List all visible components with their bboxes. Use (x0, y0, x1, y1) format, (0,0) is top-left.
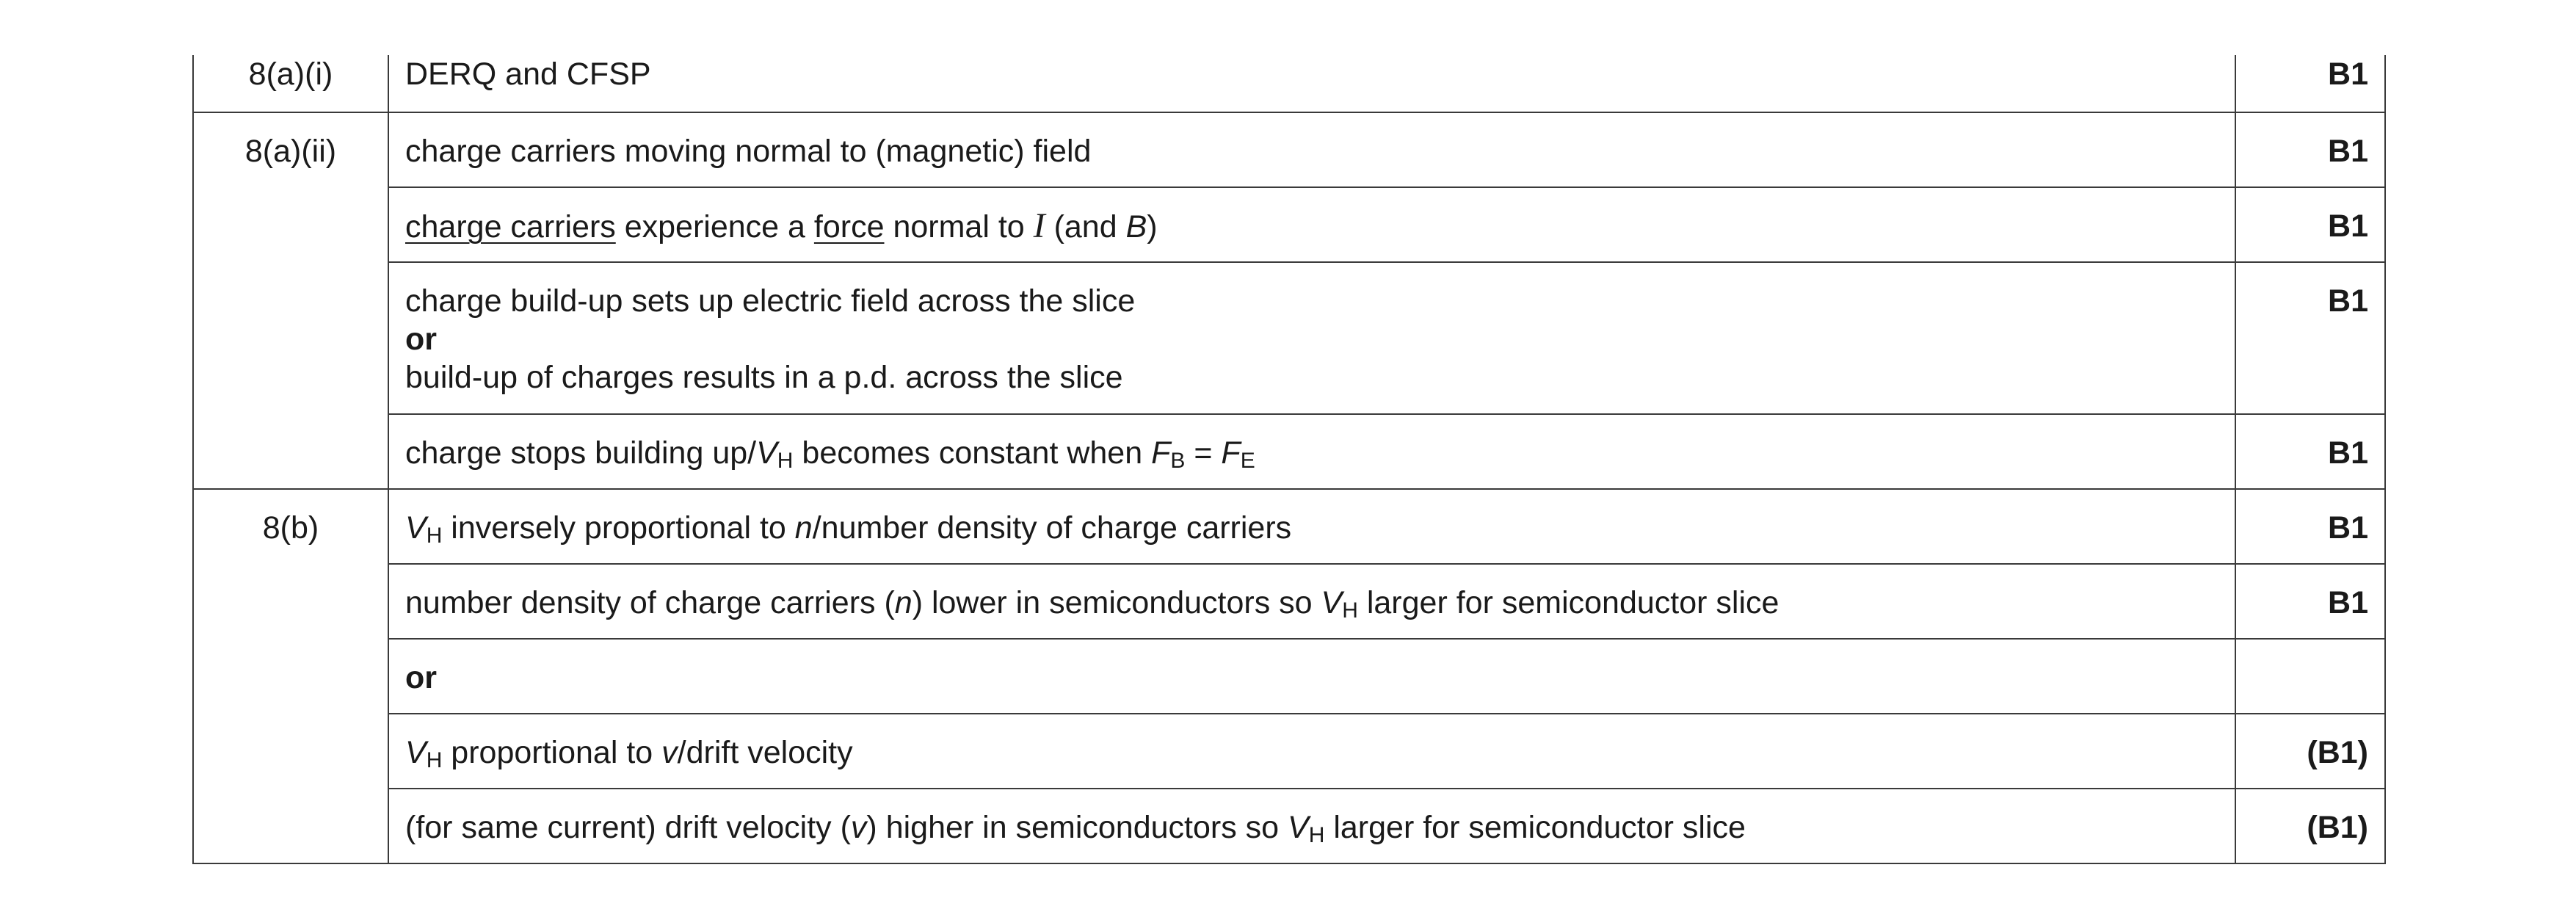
answer-cell (388, 112, 2235, 187)
answer-fragment: ) lower in semiconductors so (912, 585, 1321, 620)
question-number-cell (193, 55, 388, 112)
answer-cell (388, 639, 2235, 714)
question-number: 8(a)(ii) (244, 134, 337, 169)
answer-fragment: ) (1147, 209, 1158, 245)
answer-fragment: charge stops building up/ (405, 435, 757, 471)
number-density-symbol: n (894, 585, 913, 620)
table-row (193, 789, 2385, 863)
answer-cell (388, 262, 2235, 414)
table-row (193, 639, 2385, 714)
or-separator: or (405, 322, 437, 357)
marks-cell (2235, 489, 2385, 564)
underlined-term: charge carriers (405, 209, 616, 245)
mark-value: B1 (2328, 585, 2368, 620)
answer-fragment: becomes constant when (793, 435, 1152, 471)
velocity-symbol: v (850, 810, 867, 845)
mark-scheme-table (192, 55, 2386, 864)
table-row (193, 187, 2385, 262)
hall-voltage-symbol: V (405, 735, 427, 770)
mark-value: (B1) (2307, 735, 2368, 770)
mark-value: B1 (2328, 134, 2368, 169)
marks-cell (2235, 639, 2385, 714)
mark-value: B1 (2328, 510, 2368, 546)
question-number-cell (193, 489, 388, 863)
marks-cell (2235, 564, 2385, 639)
marks-cell (2235, 414, 2385, 489)
answer-line: charge build-up sets up electric field across the slice (405, 283, 1136, 319)
force-symbol: F (1151, 435, 1171, 471)
marks-cell (2235, 789, 2385, 863)
marks-cell (2235, 714, 2385, 789)
answer-text (405, 263, 2218, 396)
hall-voltage-symbol: V (405, 510, 427, 546)
answer-cell (388, 55, 2235, 112)
answer-cell (388, 489, 2235, 564)
mark-value (2252, 640, 2368, 659)
answer-fragment: inversely proportional to (442, 510, 795, 546)
subscript: H (1342, 598, 1358, 623)
subscript: H (426, 524, 443, 548)
answer-text: DERQ and CFSP (405, 57, 651, 92)
force-symbol: F (1221, 435, 1241, 471)
answer-cell (388, 714, 2235, 789)
table-row (193, 262, 2385, 414)
hall-voltage-symbol: V (1288, 810, 1309, 845)
subscript: B (1170, 449, 1186, 473)
table-row (193, 55, 2385, 112)
number-density-symbol: n (794, 510, 813, 546)
current-symbol: I (1033, 206, 1045, 245)
answer-fragment: /number density of charge carriers (812, 510, 1292, 546)
table-row (193, 112, 2385, 187)
marks-cell (2235, 187, 2385, 262)
answer-fragment: = (1185, 435, 1222, 471)
answer-fragment: (for same current) drift velocity ( (405, 810, 851, 845)
marks-cell (2235, 262, 2385, 414)
mark-value: B1 (2328, 435, 2368, 471)
answer-fragment: ) higher in semiconductors so (866, 810, 1288, 845)
marks-cell (2235, 55, 2385, 112)
answer-fragment: (and (1045, 209, 1126, 245)
table-row (193, 564, 2385, 639)
answer-text (405, 714, 2218, 772)
question-number-cell (193, 112, 388, 489)
answer-text (405, 789, 2218, 847)
field-symbol: B (1125, 209, 1147, 245)
table-row (193, 414, 2385, 489)
answer-fragment: normal to (884, 209, 1034, 245)
table-row (193, 489, 2385, 564)
table-row (193, 714, 2385, 789)
answer-text: charge carriers moving normal to (magnetic) field (405, 134, 1092, 169)
or-separator: or (405, 660, 437, 695)
answer-fragment: proportional to (442, 735, 662, 770)
answer-fragment: larger for semiconductor slice (1324, 810, 1746, 845)
answer-text (405, 415, 2218, 472)
answer-fragment: number density of charge carriers ( (405, 585, 895, 620)
answer-cell (388, 564, 2235, 639)
answer-text (405, 188, 2218, 246)
answer-cell (388, 789, 2235, 863)
hall-voltage-symbol: V (1321, 585, 1343, 620)
answer-text (405, 565, 2218, 622)
mark-value: B1 (2328, 57, 2368, 92)
mark-value: B1 (2328, 283, 2368, 319)
mark-value: B1 (2328, 209, 2368, 244)
answer-cell (388, 414, 2235, 489)
subscript: H (426, 748, 443, 772)
answer-fragment: larger for semiconductor slice (1357, 585, 1779, 620)
answer-fragment: /drift velocity (677, 735, 853, 770)
question-number: 8(b) (262, 510, 319, 546)
answer-cell (388, 187, 2235, 262)
answer-line: build-up of charges results in a p.d. across the slice (405, 360, 1123, 395)
answer-text (405, 490, 2218, 547)
underlined-term: force (813, 209, 885, 245)
subscript: E (1240, 449, 1255, 473)
subscript: H (777, 449, 794, 473)
question-number: 8(a)(i) (248, 57, 333, 92)
marks-cell (2235, 112, 2385, 187)
mark-value: (B1) (2307, 810, 2368, 845)
answer-fragment: experience a (615, 209, 814, 245)
subscript: H (1308, 823, 1325, 847)
hall-voltage-symbol: V (756, 435, 777, 471)
velocity-symbol: v (661, 735, 678, 770)
